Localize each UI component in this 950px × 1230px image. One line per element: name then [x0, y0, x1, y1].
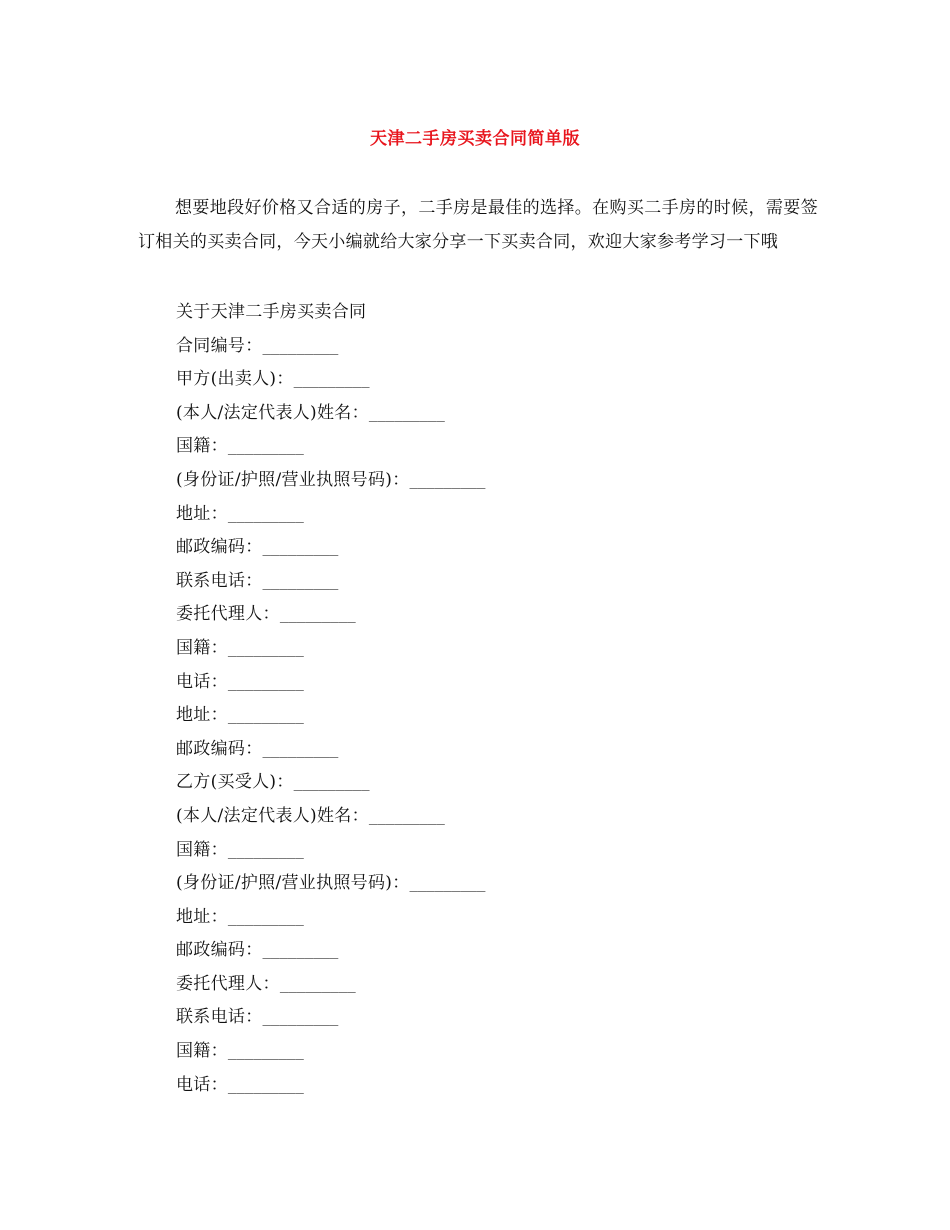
field-blank: _________: [293, 775, 370, 792]
field-blank: _________: [227, 708, 304, 725]
field-blank: _________: [262, 540, 339, 557]
field-blank: _________: [227, 1077, 304, 1094]
contract-field-line: [176, 699, 816, 733]
contract-field-line: [176, 968, 816, 1002]
field-blank: _________: [262, 1010, 339, 1027]
field-blank: _________: [262, 573, 339, 590]
field-blank: _________: [227, 1044, 304, 1061]
contract-field-line: [176, 430, 816, 464]
field-label: 邮政编码：: [176, 940, 263, 961]
field-blank: _________: [227, 909, 304, 926]
field-label: 地址：: [176, 503, 228, 524]
contract-field-line: [176, 1001, 816, 1035]
field-label: (身份证/护照/营业执照号码)：: [176, 469, 410, 490]
field-blank: _________: [262, 943, 339, 960]
field-blank: _________: [368, 808, 445, 825]
field-label: 电话：: [176, 671, 228, 692]
contract-field-line: [176, 330, 816, 364]
field-label: 地址：: [176, 705, 228, 726]
field-label: (本人/法定代表人)姓名：: [176, 805, 369, 826]
contract-field-line: [176, 766, 816, 800]
contract-field-line: [176, 498, 816, 532]
contract-field-line: [176, 733, 816, 767]
contract-field-line: [176, 296, 816, 330]
field-label: 乙方(买受人)：: [176, 772, 294, 793]
contract-field-line: [176, 666, 816, 700]
field-label: 国籍：: [176, 1041, 228, 1062]
contract-field-line: [176, 1069, 816, 1103]
field-blank: _________: [262, 338, 339, 355]
field-label: 委托代理人：: [176, 604, 280, 625]
intro-paragraph: 想要地段好价格又合适的房子，二手房是最佳的选择。在购买二手房的时候，需要签订相关的买卖合同，今天小编就给大家分享一下买卖合同，欢迎大家参考学习一下哦: [138, 198, 818, 252]
field-label: 联系电话：: [176, 1007, 263, 1028]
field-blank: _________: [279, 976, 356, 993]
contract-field-line: [176, 934, 816, 968]
field-blank: _________: [293, 372, 370, 389]
field-label: 国籍：: [176, 839, 228, 860]
field-label: 电话：: [176, 1074, 228, 1095]
field-label: (本人/法定代表人)姓名：: [176, 402, 369, 423]
contract-field-list: [176, 296, 816, 1102]
field-label: 邮政编码：: [176, 537, 263, 558]
contract-field-line: [176, 464, 816, 498]
field-blank: _________: [279, 607, 356, 624]
field-blank: _________: [227, 842, 304, 859]
field-label: 甲方(出卖人)：: [176, 369, 294, 390]
contract-field-line: [176, 1035, 816, 1069]
contract-field-line: [176, 363, 816, 397]
field-blank: _________: [409, 876, 486, 893]
contract-field-line: [176, 531, 816, 565]
contract-field-line: [176, 632, 816, 666]
field-label: 国籍：: [176, 637, 228, 658]
field-blank: _________: [227, 640, 304, 657]
contract-field-line: [176, 800, 816, 834]
contract-field-line: [176, 867, 816, 901]
field-blank: _________: [368, 405, 445, 422]
field-label: (身份证/护照/营业执照号码)：: [176, 873, 410, 894]
field-blank: _________: [262, 741, 339, 758]
field-label: 关于天津二手房买卖合同: [176, 302, 367, 322]
field-blank: _________: [227, 506, 304, 523]
field-blank: _________: [409, 472, 486, 489]
contract-field-line: [176, 565, 816, 599]
field-label: 合同编号：: [176, 335, 263, 356]
field-label: 邮政编码：: [176, 738, 263, 759]
document-title: 天津二手房买卖合同简单版: [370, 129, 580, 149]
field-blank: _________: [227, 439, 304, 456]
field-label: 委托代理人：: [176, 973, 280, 994]
field-label: 联系电话：: [176, 570, 263, 591]
contract-field-line: [176, 901, 816, 935]
field-label: 国籍：: [176, 436, 228, 457]
contract-field-line: [176, 598, 816, 632]
contract-field-line: [176, 834, 816, 868]
field-label: 地址：: [176, 906, 228, 927]
contract-field-line: [176, 397, 816, 431]
field-blank: _________: [227, 674, 304, 691]
